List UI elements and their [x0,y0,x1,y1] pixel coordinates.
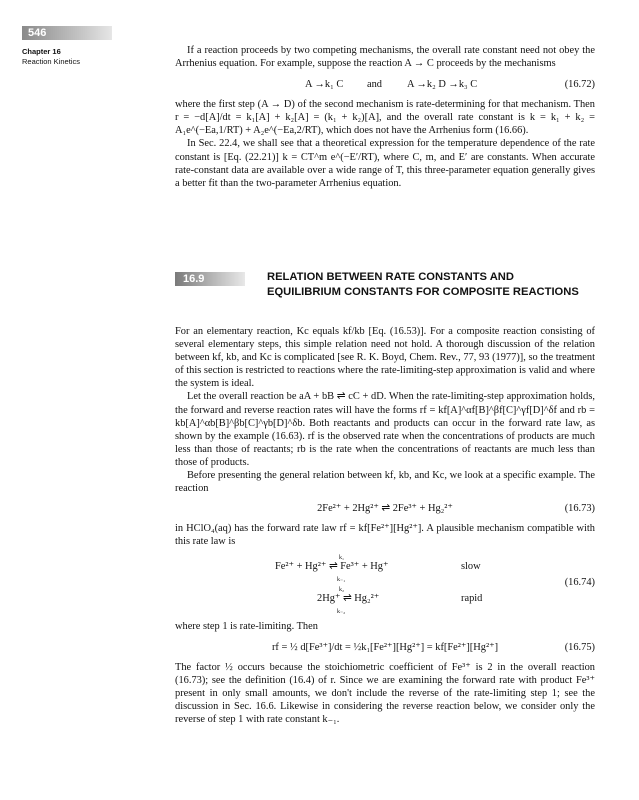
eq-16-72-mid: and [367,79,383,91]
paragraph-7: in HClO₄(aq) has the forward rate law rf = kf[Fe²⁺][Hg²⁺]. A plausible mechanism compatible with this rate law is [175,523,595,548]
eq-16-72-left: A →k₁ C [305,79,344,91]
mech-rate-rapid: rapid [461,593,483,605]
paragraph-3: In Sec. 22.4, we shall see that a theoretical expression for the temperature dependence of the rate constant is [Eq. (22.21)] k = CT^m e^(−E′/RT), where C, m, and E′ are constants. When accurate rate-constant data are available over a wide range of T, this three-parameter equation generally gives a better fit than the two-parameter Arrhenius equation. [175,138,595,189]
eq-16-72-right: A →k₂ D →k₃ C [407,79,478,91]
mech-k1: k₁ [339,555,345,562]
section-body [175,325,595,726]
eq-16-73-text: 2Fe²⁺ + 2Hg²⁺ ⇌ 2Fe³⁺ + Hg₂²⁺ [317,503,453,515]
eq-16-75-text: rf = ½ d[Fe³⁺]/dt = ½k₁[Fe²⁺][Hg²⁺] = kf[Fe²⁺][Hg²⁺] [271,641,499,653]
mech-k-minus-2: k₋₂ [337,609,346,616]
page-number: 546 [22,26,112,40]
paragraph-4: For an elementary reaction, Kc equals kf/kb [Eq. (16.53)]. For a composite reaction consisting of several elementary steps, this simple relation need not hold. A thorough discussion of the relation between kf, kb, and Kc is complicated [see R. K. Boyd, Chem. Rev., 77, 93 (1977)], so the treatment of this section is restricted to reactions where the rate-limiting-step approximation is valid and where the system is ideal. [175,326,595,390]
equation-16-75 [175,639,595,657]
equation-16-72 [175,76,595,94]
paragraph-6: Before presenting the general relation between kf, kb, and Kc, we look at a specific example. The reaction [175,470,595,495]
section-number: 16.9 [175,272,245,286]
paragraph-8: where step 1 is rate-limiting. Then [175,621,318,633]
chapter-sidenote [22,47,172,67]
eq-16-73-number: (16.73) [564,503,595,515]
mech-step-2: 2Hg⁺ ⇌ Hg₂²⁺ [317,593,380,605]
mech-step-1: Fe²⁺ + Hg²⁺ ⇌ Fe³⁺ + Hg⁺ [275,561,389,573]
chapter-label: Chapter 16 [22,47,61,56]
section-title: RELATION BETWEEN RATE CONSTANTS AND EQUILIBRIUM CONSTANTS FOR COMPOSITE REACTIONS [267,271,579,298]
mech-k2: k₂ [339,587,345,594]
paragraph-9: The factor ½ occurs because the stoichiometric coefficient of Fe³⁺ is 2 in the overall reaction (16.73); see the definition (16.4) of r. Since we are examining the forward rate with product Fe³⁺ present in only small amounts, we don't include the reverse of the rate-limiting step 1; see the discussion in Sec. 16.6. Likewise in considering the reverse reaction below, we consider only the reverse of step 1 with rate constant k₋₁. [175,661,595,725]
paragraph-2: where the first step (A → D) of the second mechanism is rate-determining for that mechanism. Then r = −d[A]/dt = k₁[A] + k₂[A] = (k₁ + k₂)[A], and the overall rate constant is k = k₁ + k₂ = A₁e^(−Ea,1/RT) + A₂e^(−Ea,2/RT), which does not have the Arrhenius form (16.66). [175,99,595,137]
equation-16-73 [175,500,595,518]
mech-k-minus-1: k₋₁ [337,577,346,584]
mechanism-16-74 [175,556,595,616]
paragraph-5: Let the overall reaction be aA + bB ⇌ cC + dD. When the rate-limiting-step approximation holds, the forward and reverse reaction rates will have the forms rf = kf[A]^αf[B]^βf[C]^γf[D]^δf and rb = kb[A]^αb[B]^βb[C]^γb[D]^δb. Both reactants and products can occur in the forward rate law, as shown by the example (16.63). rf is the observed rate when the concentrations of products are much less than those of reactants; rb is the rate when the concentrations of reactants are much less than those of products. [175,391,595,468]
eq-16-75-number: (16.75) [564,641,595,653]
chapter-title: Reaction Kinetics [22,57,80,66]
mech-number: (16.74) [564,577,595,589]
top-text-block [175,44,595,190]
mech-rate-slow: slow [461,561,481,573]
eq-16-72-number: (16.72) [564,79,595,91]
paragraph-1: If a reaction proceeds by two competing mechanisms, the overall rate constant need not obey the Arrhenius equation. For example, suppose the reaction A → C proceeds by the mechanisms [175,45,595,70]
